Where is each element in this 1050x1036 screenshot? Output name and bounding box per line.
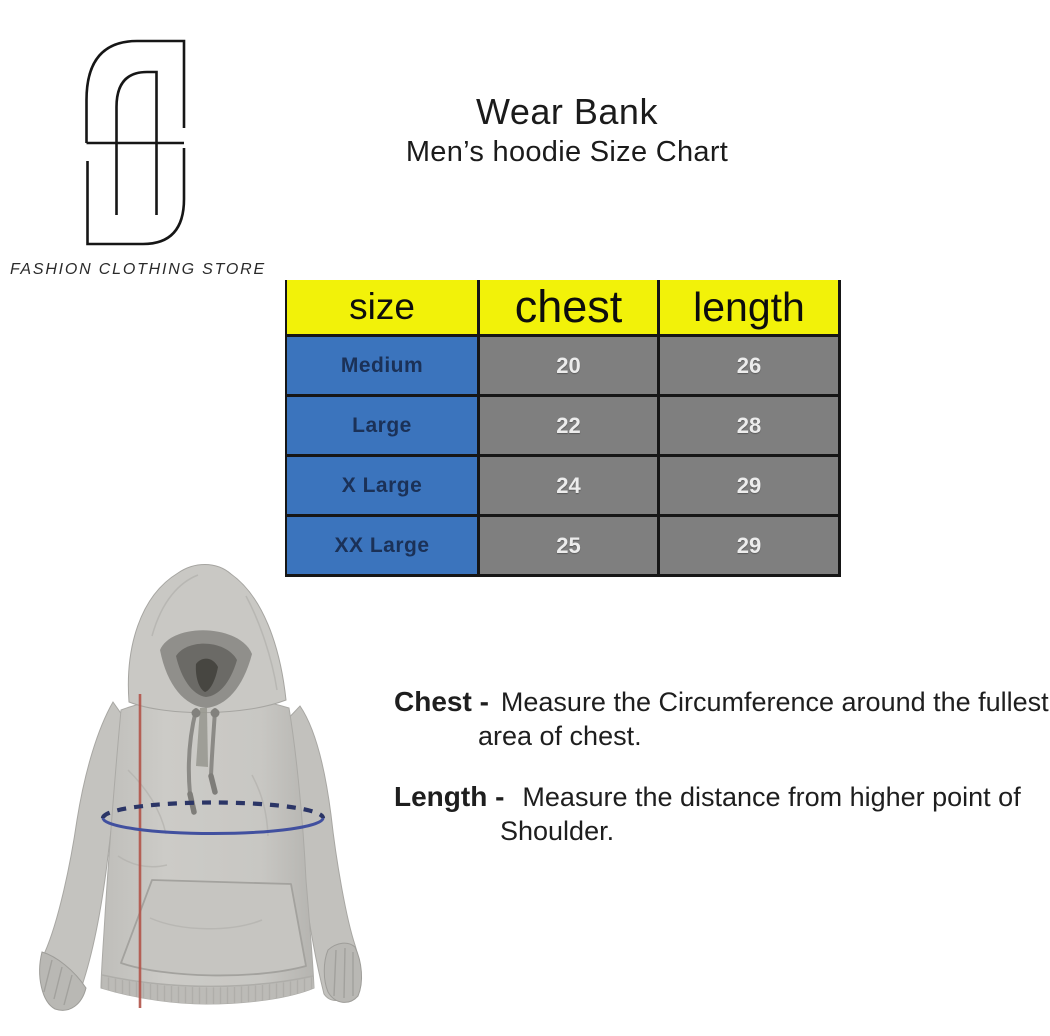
table-header-size: size	[287, 280, 477, 334]
page-subtitle: Men’s hoodie Size Chart	[405, 136, 729, 168]
table-cell-size-medium: Medium	[287, 337, 477, 394]
table-header-length: length	[660, 280, 838, 334]
length-note	[394, 780, 1021, 848]
brand-logo	[83, 36, 189, 248]
length-note-label: Length -	[394, 781, 505, 812]
length-note-text-2: Shoulder.	[500, 816, 615, 846]
chest-note-text: Measure the Circumference around the fullest	[500, 687, 1049, 717]
length-note-text: Measure the distance from higher point of	[522, 782, 1021, 812]
chest-note	[394, 685, 1049, 753]
table-cell-chest-xxlarge: 25	[480, 517, 657, 574]
size-chart-table	[285, 280, 841, 577]
table-cell-chest-large: 22	[480, 397, 657, 454]
table-cell-size-xlarge: X Large	[287, 457, 477, 514]
table-cell-chest-xlarge: 24	[480, 457, 657, 514]
chest-note-label: Chest -	[394, 686, 489, 717]
brand-store-label: FASHION CLOTHING STORE	[10, 261, 266, 278]
table-cell-length-large: 28	[660, 397, 838, 454]
brand-monogram-icon	[83, 36, 189, 248]
page-title: Wear Bank	[476, 91, 658, 132]
hoodie-right-cuff	[324, 943, 361, 1002]
table-cell-length-medium: 26	[660, 337, 838, 394]
table-header-chest: chest	[480, 280, 657, 334]
table-cell-size-large: Large	[287, 397, 477, 454]
table-cell-chest-medium: 20	[480, 337, 657, 394]
hoodie-figure	[18, 560, 370, 1036]
kangaroo-pocket	[121, 880, 306, 975]
table-cell-length-xlarge: 29	[660, 457, 838, 514]
table-cell-size-xxlarge: XX Large	[287, 517, 477, 574]
table-cell-length-xxlarge: 29	[660, 517, 838, 574]
chest-note-text-2: area of chest.	[478, 721, 642, 751]
hoodie-photo	[18, 560, 370, 1036]
